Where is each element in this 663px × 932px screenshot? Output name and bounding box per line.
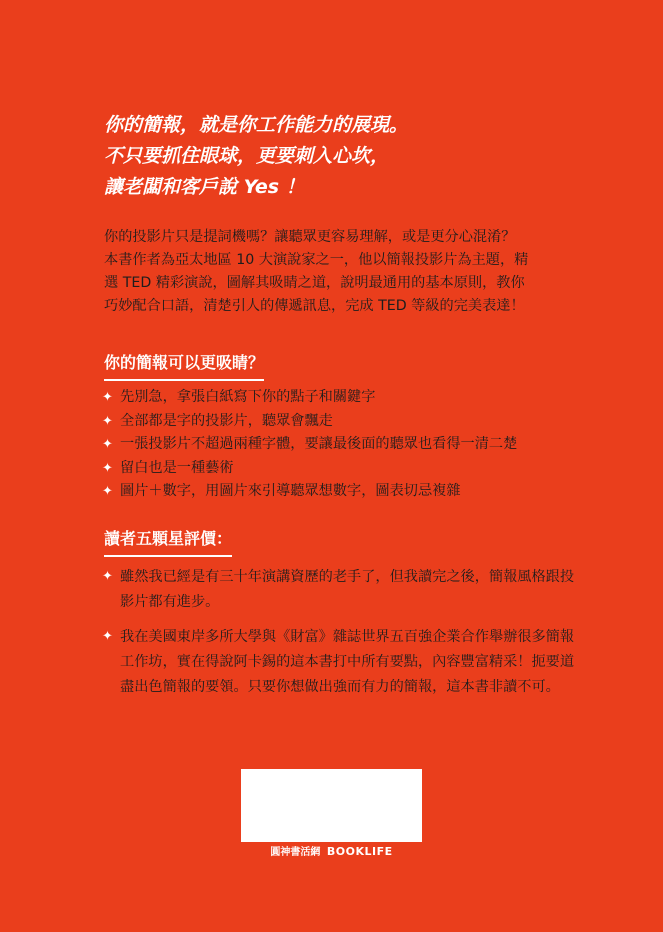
headline-line: 你的簡報，就是你工作能力的展現。 <box>104 114 409 136</box>
section-title-tips: 你的簡報可以更吸睛？ <box>104 350 264 381</box>
list-item-text: 圖片＋數字，用圖片來引導聽眾想數字，圖表切忌複雜 <box>120 483 461 499</box>
list-item <box>102 457 572 481</box>
headline-line: 不只要抓住眼球，更要刺入心坎， <box>104 145 390 167</box>
publisher-name: 圓神書活網 <box>270 847 321 858</box>
reviews-list <box>102 565 578 710</box>
list-item <box>102 433 572 457</box>
headline-line: 讓老闆和客戶說 Yes ！ <box>104 176 305 198</box>
star-bullet-icon: ✦ <box>102 437 113 452</box>
list-item-text: 留白也是一種藝術 <box>120 459 234 476</box>
star-bullet-icon: ✦ <box>102 413 113 429</box>
list-item <box>102 386 572 410</box>
star-bullet-icon: ✦ <box>102 484 113 499</box>
barcode-area <box>241 769 422 842</box>
intro-paragraph <box>104 226 582 318</box>
review-item <box>102 625 578 700</box>
star-bullet-icon: ✦ <box>102 629 113 644</box>
intro-line: 巧妙配合口語，清楚引人的傳遞訊息，完成 TED 等級的完美表達！ <box>104 298 525 314</box>
intro-line: 選 TED 精彩演說，圖解其吸睛之道，說明最通用的基本原則，教你 <box>104 275 525 291</box>
star-bullet-icon: ✦ <box>102 460 113 476</box>
publisher-brand: BOOKLIFE <box>326 845 393 858</box>
review-text: 雖然我已經是有三十年演講資歷的老手了，但我讀完之後，簡報風格跟投影片都有進步。 <box>120 569 575 610</box>
tips-list <box>102 386 572 504</box>
list-item <box>102 480 572 504</box>
star-bullet-icon: ✦ <box>102 569 113 584</box>
publisher-logo <box>241 843 422 858</box>
intro-line: 你的投影片只是提詞機嗎？讓聽眾更容易理解，或是更分心混淆？ <box>104 229 516 245</box>
review-item <box>102 565 578 615</box>
list-item-text: 先別急，拿張白紙寫下你的點子和關鍵字 <box>120 389 376 405</box>
section-title-reviews: 讀者五顆星評價： <box>104 526 232 557</box>
list-item-text: 一張投影片不超過兩種字體，要讓最後面的聽眾也看得一清二楚 <box>120 436 518 452</box>
intro-line: 本書作者為亞太地區 10 大演說家之一，他以簡報投影片為主題，精 <box>104 252 529 268</box>
review-text: 我在美國東岸多所大學與《財富》雜誌世界五百強企業合作舉辦很多簡報工作坊，實在得說阿卡錫的這本書打中所有要點，內容豐富精采！扼要道盡出色簡報的要領。只要你想做出強而有力的簡報，這本書非讀不可。 <box>120 629 575 695</box>
headline <box>104 110 584 203</box>
list-item <box>102 410 572 434</box>
list-item-text: 全部都是字的投影片，聽眾會飄走 <box>120 412 333 429</box>
star-bullet-icon: ✦ <box>102 390 113 405</box>
